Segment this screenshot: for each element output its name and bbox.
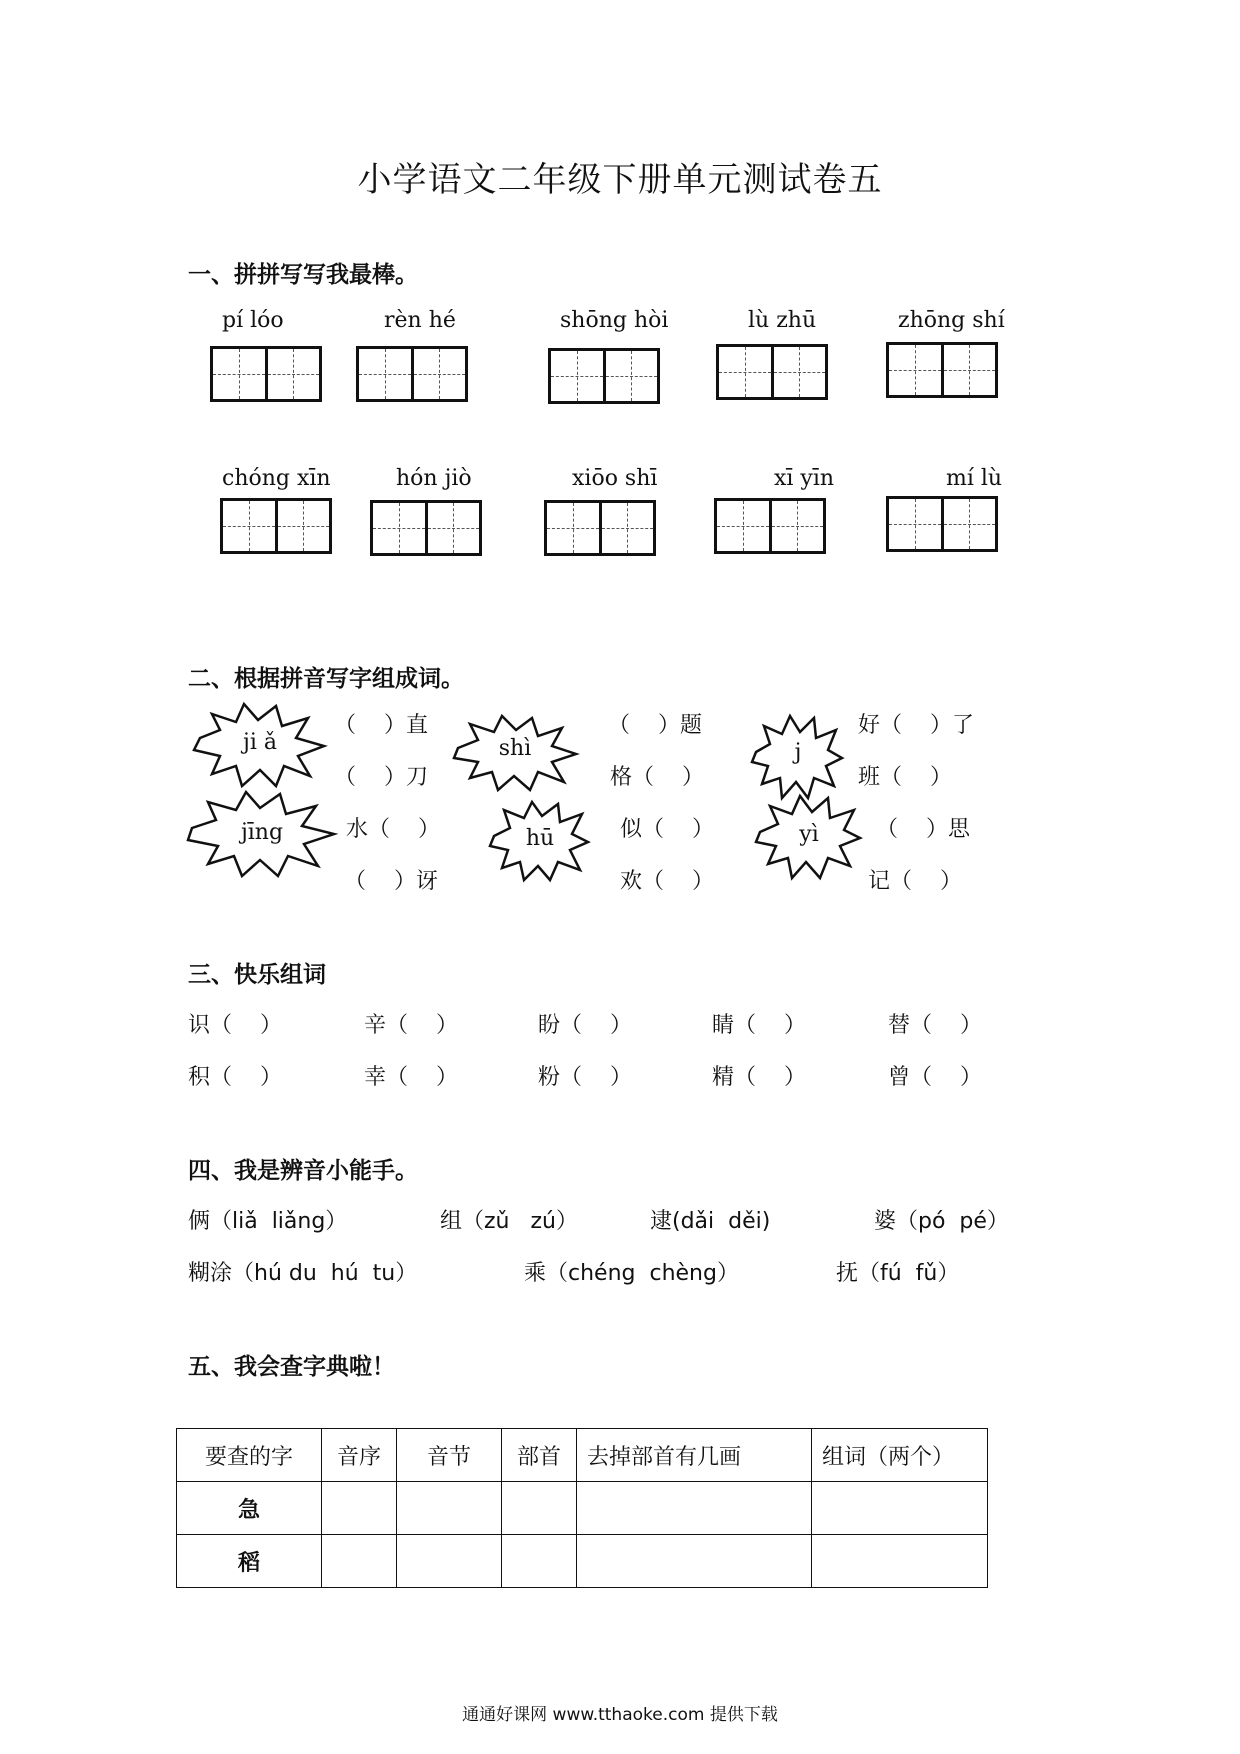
- footer-credit: 通通好课网 www.tthaoke.com 提供下载: [462, 1705, 778, 1725]
- fill-blank[interactable]: （ ）讶: [344, 869, 438, 894]
- lookup-char: 稻: [177, 1535, 322, 1588]
- fill-blank[interactable]: 欢（ ）: [620, 869, 714, 894]
- fill-blank[interactable]: 记（ ）: [868, 869, 962, 894]
- table-header: 去掉部首有几画: [577, 1429, 812, 1482]
- fill-blank[interactable]: 似（ ）: [620, 817, 714, 842]
- pronunciation-choice[interactable]: 抚（fú fǔ）: [836, 1261, 960, 1286]
- writing-grid[interactable]: [714, 498, 826, 554]
- writing-grid[interactable]: [356, 346, 468, 402]
- table-cell[interactable]: [577, 1535, 812, 1588]
- word-item[interactable]: 精（ ）: [712, 1065, 806, 1090]
- fill-blank[interactable]: （ ）刀: [334, 765, 428, 790]
- pinyin-label: pí lóo: [222, 308, 284, 333]
- fill-blank[interactable]: 班（ ）: [858, 765, 952, 790]
- pinyin-label: mí lù: [946, 466, 1003, 491]
- pinyin-label: zhōng shí: [898, 308, 1005, 333]
- table-header: 要查的字: [177, 1429, 322, 1482]
- writing-grid[interactable]: [886, 496, 998, 552]
- table-header: 组词（两个）: [812, 1429, 988, 1482]
- burst-pinyin: yì: [799, 822, 819, 847]
- pinyin-label: chóng xīn: [222, 466, 331, 491]
- table-header: 音节: [397, 1429, 502, 1482]
- table-header: 音序: [322, 1429, 397, 1482]
- word-item[interactable]: 曾（ ）: [888, 1065, 982, 1090]
- writing-grid[interactable]: [210, 346, 322, 402]
- table-row: [177, 1482, 988, 1535]
- writing-grid[interactable]: [716, 344, 828, 400]
- section-4-heading: 四、我是辨音小能手。: [188, 1158, 418, 1184]
- pinyin-label: xī yīn: [774, 466, 835, 491]
- table-header-row: [177, 1429, 988, 1482]
- word-item[interactable]: 睛（ ）: [712, 1013, 806, 1038]
- fill-blank[interactable]: 水（ ）: [346, 817, 440, 842]
- table-cell[interactable]: [322, 1482, 397, 1535]
- table-header: 部首: [502, 1429, 577, 1482]
- pinyin-burst: [488, 798, 592, 884]
- fill-blank[interactable]: （ ）直: [334, 713, 428, 738]
- section-2-heading: 二、根据拼音写字组成词。: [188, 666, 464, 692]
- fill-blank[interactable]: 格（ ）: [610, 765, 704, 790]
- table-cell[interactable]: [812, 1482, 988, 1535]
- table-cell[interactable]: [322, 1535, 397, 1588]
- fill-blank[interactable]: （ ）题: [608, 713, 702, 738]
- word-item[interactable]: 辛（ ）: [364, 1013, 458, 1038]
- pinyin-label: rèn hé: [384, 308, 456, 333]
- table-cell[interactable]: [577, 1482, 812, 1535]
- writing-grid[interactable]: [548, 348, 660, 404]
- page-title: 小学语文二年级下册单元测试卷五: [357, 160, 883, 200]
- pinyin-burst: [754, 792, 864, 882]
- writing-grid[interactable]: [370, 500, 482, 556]
- writing-grid[interactable]: [544, 500, 656, 556]
- pinyin-burst: [450, 712, 580, 792]
- burst-pinyin: jīng: [240, 820, 284, 845]
- dictionary-table: [176, 1428, 988, 1588]
- pronunciation-choice[interactable]: 逮(dǎi děi): [650, 1209, 771, 1234]
- pinyin-burst: [750, 712, 846, 802]
- table-cell[interactable]: [397, 1535, 502, 1588]
- section-1-heading: 一、拼拼写写我最棒。: [188, 262, 418, 288]
- burst-pinyin: hū: [525, 826, 555, 851]
- table-row: [177, 1535, 988, 1588]
- pronunciation-choice[interactable]: 组（zǔ zú）: [440, 1209, 578, 1234]
- table-cell[interactable]: [397, 1482, 502, 1535]
- table-cell[interactable]: [502, 1535, 577, 1588]
- pronunciation-choice[interactable]: 婆（pó pé）: [874, 1209, 1009, 1234]
- pinyin-label: xiōo shī: [572, 466, 658, 491]
- word-item[interactable]: 替（ ）: [888, 1013, 982, 1038]
- pronunciation-choice[interactable]: 俩（liǎ liǎng）: [188, 1209, 348, 1234]
- burst-pinyin: j: [794, 740, 802, 765]
- table-cell[interactable]: [502, 1482, 577, 1535]
- burst-pinyin: shì: [498, 736, 532, 761]
- writing-grid[interactable]: [886, 342, 998, 398]
- fill-blank[interactable]: 好（ ）了: [858, 713, 974, 738]
- section-5-heading: 五、我会查字典啦！: [188, 1354, 395, 1380]
- word-item[interactable]: 盼（ ）: [538, 1013, 632, 1038]
- lookup-char: 急: [177, 1482, 322, 1535]
- pinyin-label: shōng hòi: [560, 308, 669, 333]
- pronunciation-choice[interactable]: 糊涂（hú du hú tu）: [188, 1261, 418, 1286]
- section-3-heading: 三、快乐组词: [188, 962, 326, 988]
- fill-blank[interactable]: （ ）思: [876, 817, 970, 842]
- pinyin-label: hón jiò: [396, 466, 472, 491]
- word-item[interactable]: 粉（ ）: [538, 1065, 632, 1090]
- writing-grid[interactable]: [220, 498, 332, 554]
- pinyin-label: lù zhū: [748, 308, 817, 333]
- word-item[interactable]: 识（ ）: [188, 1013, 282, 1038]
- pronunciation-choice[interactable]: 乘（chéng chèng）: [524, 1261, 739, 1286]
- pinyin-burst: [184, 788, 340, 880]
- burst-pinyin: ji ǎ: [243, 730, 277, 755]
- word-item[interactable]: 积（ ）: [188, 1065, 282, 1090]
- word-item[interactable]: 幸（ ）: [364, 1065, 458, 1090]
- table-cell[interactable]: [812, 1535, 988, 1588]
- pinyin-burst: [190, 700, 330, 790]
